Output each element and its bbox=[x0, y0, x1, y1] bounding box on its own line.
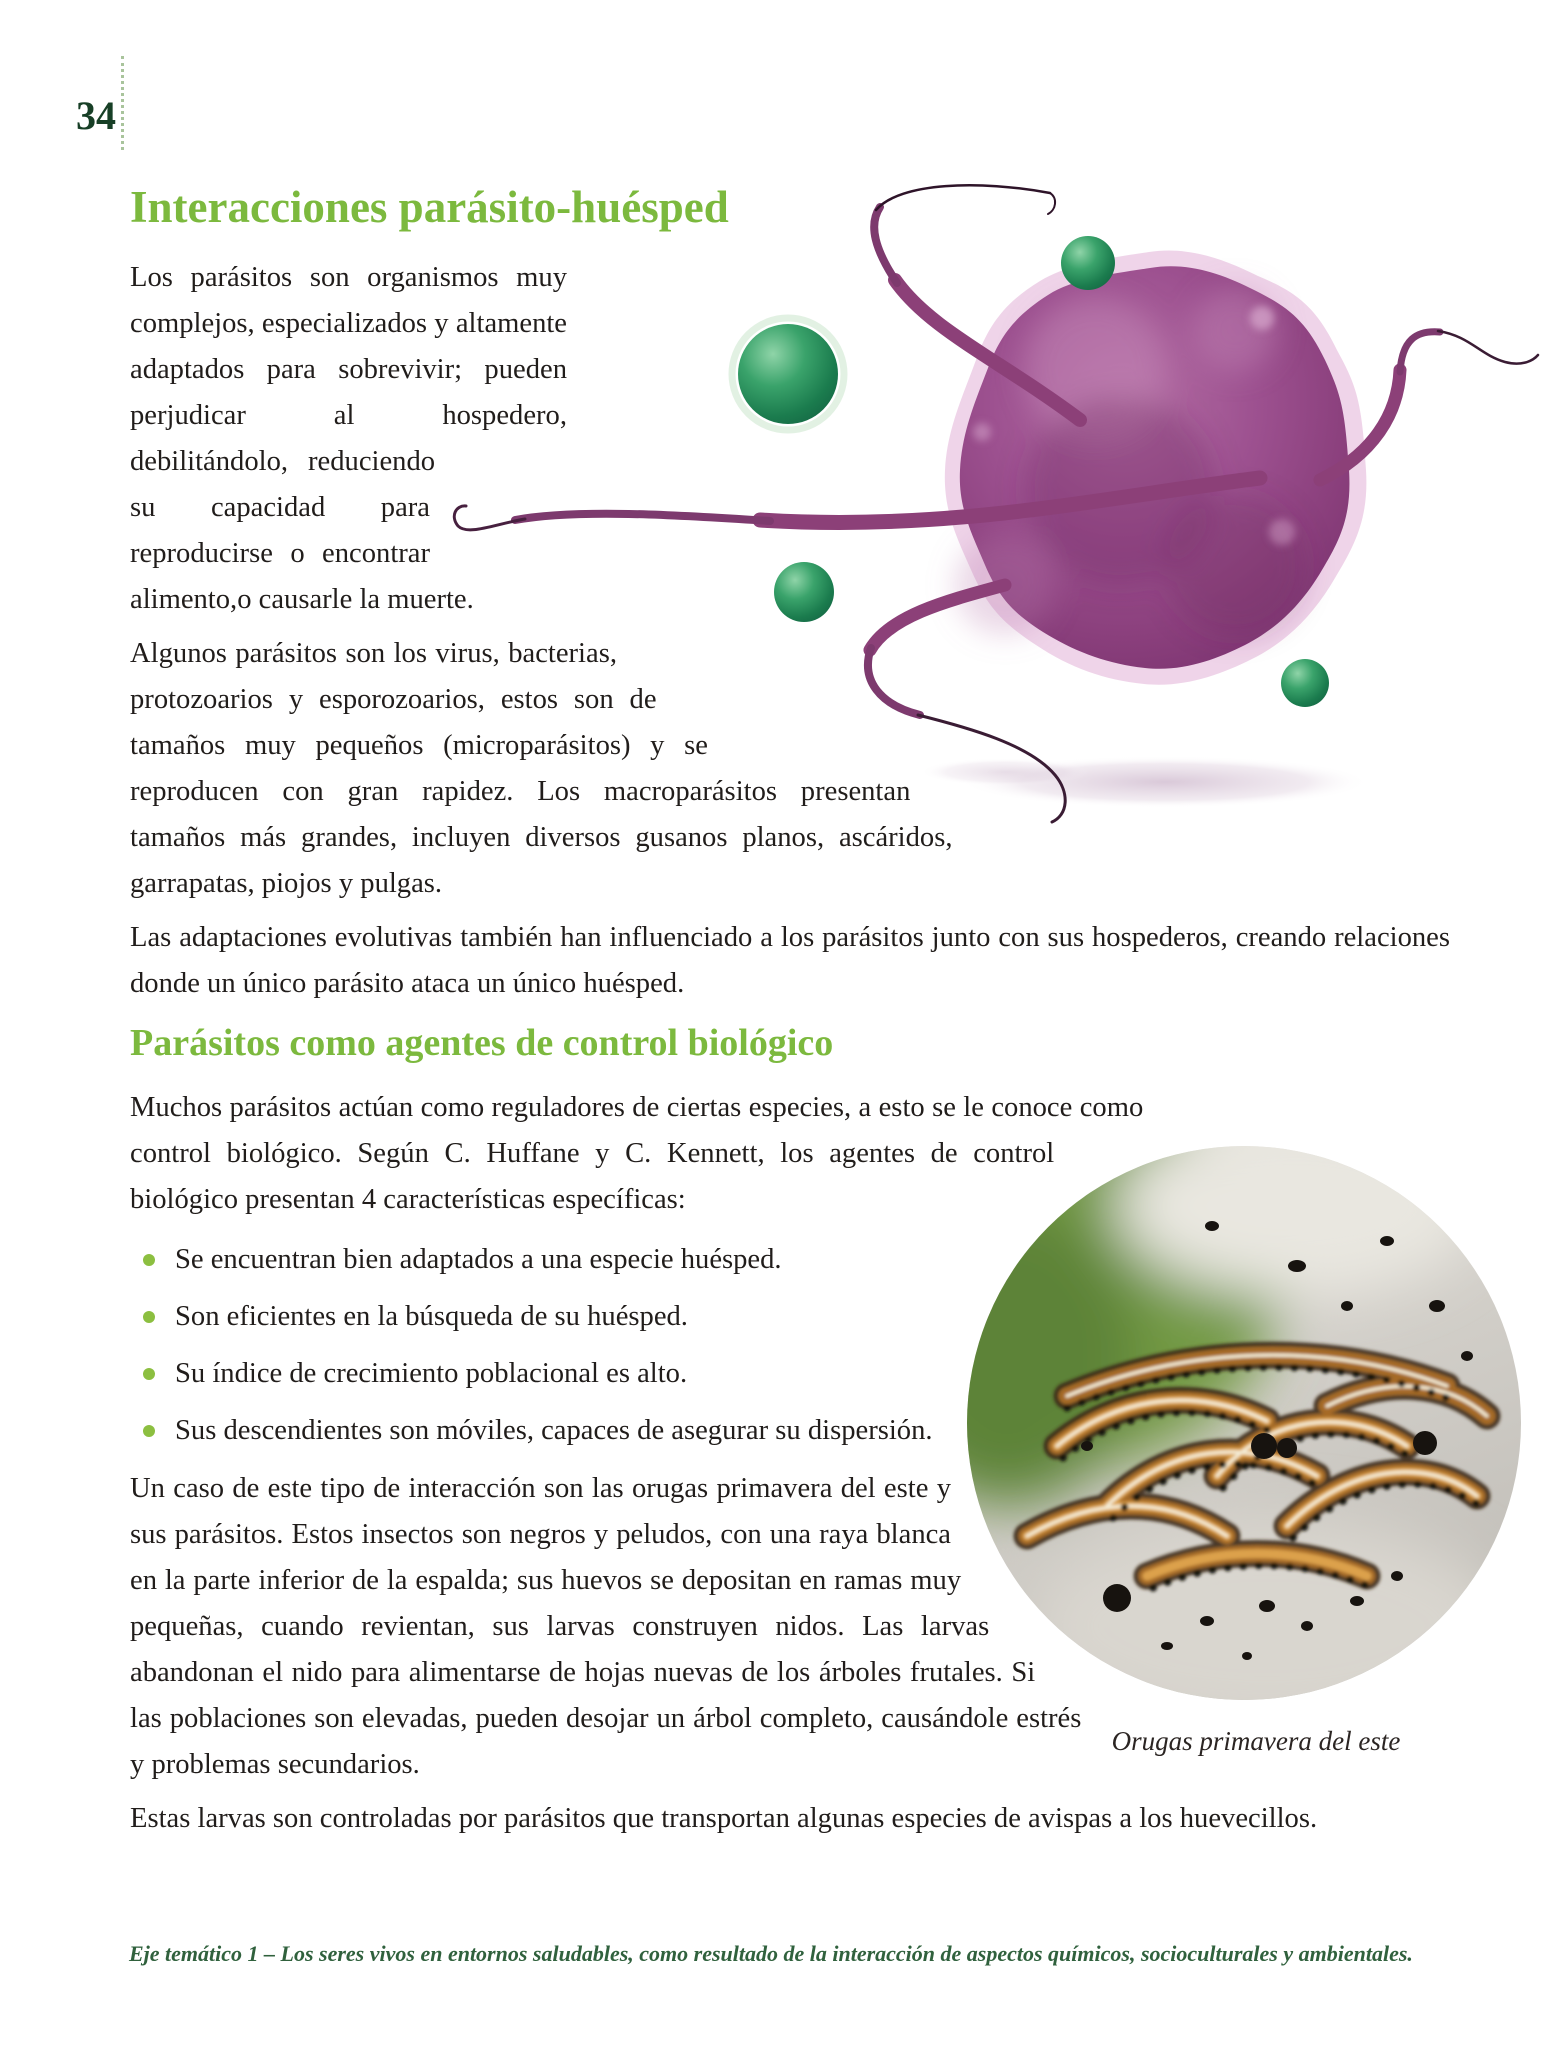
bullet-dot-icon bbox=[143, 1425, 155, 1437]
paragraph-2: Algunos parásitos son los virus, bacterias, protozoarios y esporozoarios, estos son de tamaños muy pequeños (microparásitos) y se reproducen con gran rapidez. Los macroparásitos presentan tamaños más grandes, incluyen diversos gusanos planos, ascáridos, garrapatas, piojos y pulgas. bbox=[130, 638, 953, 899]
paragraph-3: Las adaptaciones evolutivas también han influenciado a los parásitos junto con sus hospederos, creando relaciones donde un único parásito ataca un único huésped. bbox=[130, 922, 1450, 999]
list-item: Su índice de crecimiento poblacional es alto. bbox=[130, 1351, 1450, 1397]
article bbox=[130, 181, 1450, 1850]
dotted-rule bbox=[121, 56, 124, 150]
list-item: Sus descendientes son móviles, capaces de asegurar su dispersión. bbox=[130, 1408, 1450, 1454]
section-heading: Parásitos como agentes de control biológico bbox=[130, 1022, 834, 1064]
bullet-dot-icon bbox=[143, 1254, 155, 1266]
footer-theme-line: Eje temático 1 – Los seres vivos en entornos saludables, como resultado de la interacción de aspectos químicos, socioculturales y ambientales. bbox=[129, 1941, 1413, 1966]
list-item: Se encuentran bien adaptados a una especie huésped. bbox=[130, 1237, 1450, 1283]
list-item: Son eficientes en la búsqueda de su huésped. bbox=[130, 1294, 1450, 1340]
bullet-dot-icon bbox=[143, 1368, 155, 1380]
page-number: 34 bbox=[76, 93, 116, 138]
figure-caption: Orugas primavera del este bbox=[1111, 1726, 1401, 1756]
paragraph-5: Un caso de este tipo de interacción son las orugas primavera del este y sus parásitos. Estos insectos son negros y peludos, con una raya blanca en la parte inferior de la espalda; sus huevos se depositan en ramas muy pequeñas, cuando revientan, sus larvas construyen nidos. Las larvas abandonan el nido para alimentarse de hojas nuevas de los árboles frutales. Si las poblaciones son elevadas, pueden desojar un árbol completo, causándole estrés y problemas secundarios. bbox=[130, 1473, 1082, 1780]
bullet-dot-icon bbox=[143, 1311, 155, 1323]
article-title: Interacciones parásito-huésped bbox=[130, 182, 729, 232]
paragraph-1: Los parásitos son organismos muy complejos, especializados y altamente adaptados para sobrevivir; pueden perjudicar al hospedero, debilitándolo, reduciendo su capacidad para reproducirse o encontrar alimento,o causarle la muerte. bbox=[130, 262, 567, 615]
paragraph-6: Estas larvas son controladas por parásitos que transportan algunas especies de avispas a los huevecillos. bbox=[130, 1803, 1318, 1834]
paragraph-4: Muchos parásitos actúan como reguladores de ciertas especies, a esto se le conoce como control biológico. Según C. Huffane y C. Kennett, los agentes de control biológico presentan 4 características específicas: bbox=[130, 1092, 1144, 1215]
